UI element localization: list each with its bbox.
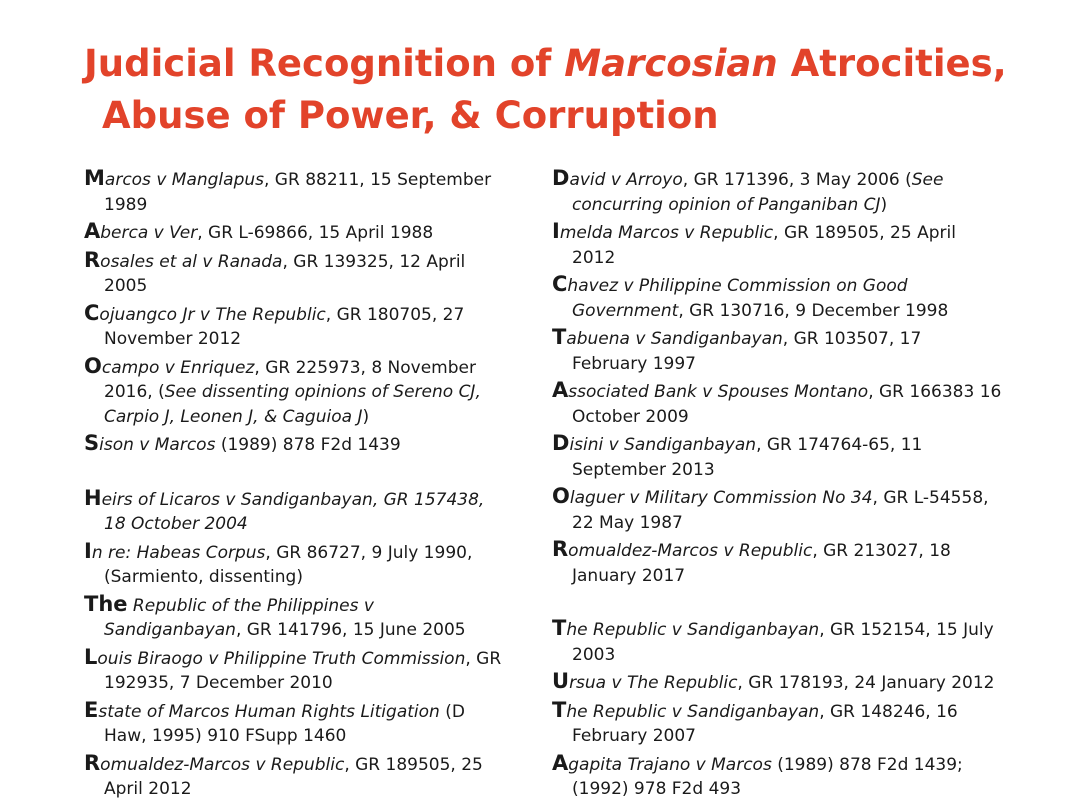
case-citation <box>552 669 1002 696</box>
case-citation <box>84 248 504 299</box>
citation-details: , GR 171396, 3 May 2006 ( <box>682 170 912 190</box>
case-citation <box>84 166 504 217</box>
citation-details: , GR 103507, 17 February 1997 <box>572 329 922 374</box>
case-name: melda Marcos v Republic <box>559 223 774 243</box>
case-name: berca v Ver <box>100 223 198 243</box>
citation-details: , GR 139325, 12 April 2005 <box>104 251 466 296</box>
citation-details: ) <box>880 194 888 215</box>
case-name: gapita Trajano v Marcos <box>568 754 772 775</box>
case-name: n re: Habeas Corpus <box>91 542 266 563</box>
citation-initial: D <box>552 431 570 455</box>
case-citation <box>552 616 1002 667</box>
citation-initial: I <box>84 538 92 563</box>
case-name: omualdez-Marcos v Republic <box>568 541 813 561</box>
citation-initial: The <box>84 591 128 616</box>
case-name: rsua v The Republic <box>569 673 738 693</box>
citation-details: , GR 225973, 8 November 2016, ( <box>104 357 476 402</box>
citation-initial: M <box>84 166 105 190</box>
case-name: he Republic v Sandiganbayan <box>566 701 820 722</box>
title-line-2: Abuse of Power, & Corruption <box>102 94 719 137</box>
left-column <box>84 166 504 804</box>
case-citation <box>84 431 504 458</box>
citation-details: (1989) 878 F2d 1439 <box>215 435 401 455</box>
citation-initial: O <box>84 353 102 378</box>
citation-details: , GR L-69866, 15 April 1988 <box>197 223 434 243</box>
case-citation <box>84 751 504 802</box>
citation-initial: D <box>552 166 570 190</box>
citation-initial: T <box>552 697 567 722</box>
citation-details: (1989) 878 F2d 1439; (1992) 978 F2d 493 <box>572 754 963 799</box>
page-title <box>84 38 1044 142</box>
citation-initial: H <box>84 485 102 510</box>
citation-initial: O <box>552 484 570 508</box>
right-column <box>552 166 1002 804</box>
citation-initial: U <box>552 669 570 693</box>
case-citation <box>84 645 504 696</box>
citation-details: , GR 148246, 16 February 2007 <box>572 701 958 746</box>
citation-initial: R <box>552 537 569 561</box>
citation-initial: A <box>552 750 569 775</box>
case-name: arcos v Manglapus <box>104 170 264 190</box>
case-citation <box>552 484 1002 535</box>
case-name: he Republic v Sandiganbayan <box>566 620 820 640</box>
citation-details: , GR 166383 16 October 2009 <box>572 382 1002 427</box>
case-citation <box>552 166 1002 217</box>
citation-initial: A <box>84 219 101 243</box>
citation-details: , GR L-54558, 22 May 1987 <box>572 488 989 533</box>
case-name: avid v Arroyo <box>569 170 683 190</box>
citation-details: , GR 178193, 24 January 2012 <box>737 673 995 693</box>
citation-initial: I <box>552 219 560 243</box>
title-line-1: Judicial Recognition of Marcosian Atrocities, <box>84 42 1007 85</box>
citation-details: , GR 174764-65, 11 September 2013 <box>572 435 923 480</box>
case-citation <box>84 219 504 246</box>
case-citation <box>84 698 504 749</box>
case-name: campo v Enriquez <box>101 357 255 378</box>
citation-details: (D Haw, 1995) 910 FSupp 1460 <box>104 701 465 746</box>
citation-initial: L <box>84 644 98 669</box>
case-citation <box>84 539 504 590</box>
opinion-note: See concurring opinion of Panganiban CJ <box>572 170 944 215</box>
citation-details: , GR 141796, 15 June 2005 <box>235 620 466 640</box>
citation-initial: S <box>84 431 100 455</box>
citation-details: , GR 130716, 9 December 1998 <box>678 300 949 321</box>
citation-initial: R <box>84 247 101 272</box>
case-name: ouis Biraogo v Philippine Truth Commission <box>97 648 466 669</box>
citation-initial: T <box>552 325 567 349</box>
case-citation <box>552 751 1002 802</box>
case-citation <box>84 354 504 430</box>
case-citation <box>552 378 1002 429</box>
case-citation <box>552 272 1002 323</box>
case-name: ssociated Bank v Spouses Montano <box>568 382 869 402</box>
citation-details: , GR 152154, 15 July 2003 <box>572 620 994 665</box>
case-name: ison v Marcos <box>99 435 216 455</box>
case-name: Republic of the Philippines v Sandiganbayan <box>104 595 374 640</box>
citation-details: , GR 189505, 25 April 2012 <box>104 754 483 799</box>
case-citation <box>552 219 1002 270</box>
citation-details: , GR 180705, 27 November 2012 <box>104 304 465 349</box>
case-name: omualdez-Marcos v Republic <box>100 754 345 775</box>
citation-initial: A <box>552 378 569 402</box>
citation-initial: C <box>84 300 100 325</box>
case-citation <box>84 592 504 643</box>
case-name: osales et al v Ranada <box>100 251 283 272</box>
case-citation <box>552 431 1002 482</box>
case-name: ojuangco Jr v The Republic <box>99 304 326 325</box>
case-name: havez v Philippine Commission on Good Government <box>567 276 908 321</box>
citation-details: , GR 88211, 15 September 1989 <box>104 170 492 215</box>
citation-initial: R <box>84 750 101 775</box>
case-name: isini v Sandiganbayan <box>569 435 757 455</box>
title-emphasis: Marcosian <box>564 42 778 85</box>
case-name: eirs of Licaros v Sandiganbayan, GR 157438, 18 October 2004 <box>101 489 485 534</box>
case-citation <box>84 301 504 352</box>
case-name: abuena v Sandiganbayan <box>566 329 783 349</box>
citation-details: , GR 189505, 25 April 2012 <box>572 223 956 268</box>
citation-initial: T <box>552 616 567 640</box>
citation-details: , GR 192935, 7 December 2010 <box>104 648 502 693</box>
citation-initial: E <box>84 697 99 722</box>
case-citation <box>84 486 504 537</box>
citation-details: ) <box>362 406 370 427</box>
case-citation <box>552 698 1002 749</box>
case-citation <box>552 325 1002 376</box>
case-name: laguer v Military Commission No 34 <box>569 488 873 508</box>
case-citation <box>552 537 1002 588</box>
case-name: state of Marcos Human Rights Litigation <box>98 701 440 722</box>
citation-details: , GR 86727, 9 July 1990, (Sarmiento, dissenting) <box>104 542 473 587</box>
opinion-note: See dissenting opinions of Sereno CJ, Carpio J, Leonen J, & Caguioa J <box>104 382 481 427</box>
citation-initial: C <box>552 272 568 296</box>
citation-details: , GR 213027, 18 January 2017 <box>572 541 951 586</box>
